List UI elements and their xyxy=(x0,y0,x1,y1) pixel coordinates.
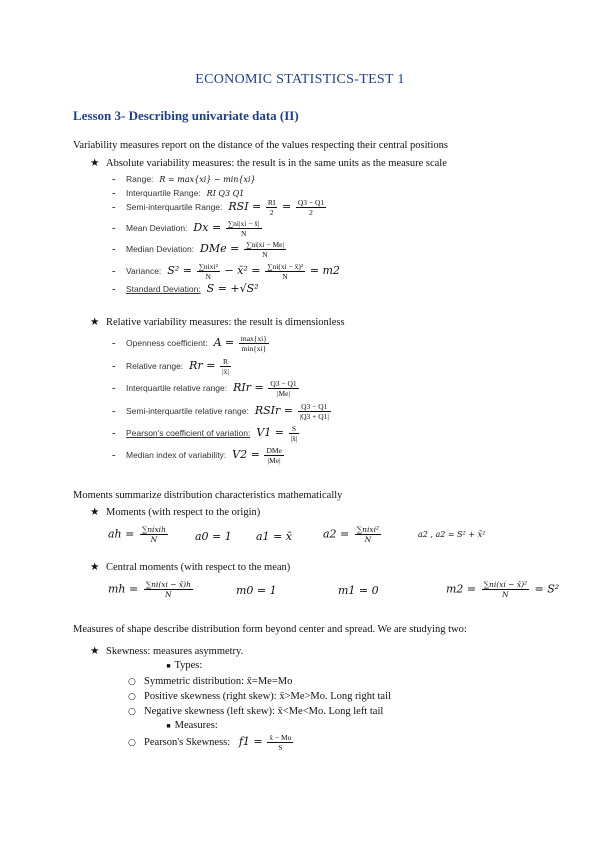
relative-heading: ★ Relative variability measures: the result is dimensionless xyxy=(90,317,345,328)
relative-item-median-index: - Median index of variability: V2 = $\frac{\text{DMe}}{|Me|}$ xyxy=(112,446,282,465)
circle-bullet-icon: ○ xyxy=(128,737,136,748)
star-bullet-icon: ★ xyxy=(90,507,100,518)
shape-intro: Measures of shape describe distribution form beyond center and spread. We are studying two: xyxy=(73,624,467,635)
type-item: ○ Positive skewness (right skew): x̄>Me>Mo. Long right tail xyxy=(128,691,391,702)
moment-m1: m1 = 0 xyxy=(338,584,379,597)
circle-bullet-icon: ○ xyxy=(128,692,136,702)
absolute-item-std-dev: - Standard Deviation: S = +√S² xyxy=(112,282,259,295)
absolute-item-iqr: - Interquartile Range: RI Q3 Q1 xyxy=(112,188,245,199)
relative-item-range: - Relative range: Rr = $\frac{R}{|x̄|}$ xyxy=(112,357,229,376)
circle-bullet-icon: ○ xyxy=(128,677,136,687)
moment-a1: a1 = x̄ xyxy=(256,530,292,543)
absolute-item-semi-iqr: - Semi-interquartile Range: RSI = $\frac{RI}{2}$ = $\frac{Q3 - Q1}{2}$ xyxy=(112,198,325,217)
moment-mh: mh = $\frac{\sum ni(xi - x̄)h}{N}$ xyxy=(108,580,191,599)
star-bullet-icon: ★ xyxy=(90,158,100,169)
types-heading: ■ Types: xyxy=(166,660,203,671)
pearson-skewness: ○ Pearson's Skewness: f1 = $\frac{x̄ - Mo}{S}$ xyxy=(128,733,292,752)
central-heading: ★ Central moments (with respect to the mean) xyxy=(90,562,291,573)
relative-item-iqr: - Interquartile relative range: RIr = $\frac{Q3 - Q1}{|Me|}$ xyxy=(112,379,297,398)
square-bullet-icon: ■ xyxy=(166,722,171,730)
moment-a2: a2 = $\frac{\text{∑nixi²}}{N}$ xyxy=(323,525,379,544)
moment-ah: ah = $\frac{\text{∑nixih}}{N}$ xyxy=(108,525,166,544)
star-bullet-icon: ★ xyxy=(90,646,100,657)
lesson-heading: Lesson 3- Describing univariate data (II) xyxy=(73,108,299,123)
moment-m0: m0 = 1 xyxy=(236,584,277,597)
type-item: ○ Negative skewness (left skew): x̄<Me<Mo. Long left tail xyxy=(128,706,384,717)
circle-bullet-icon: ○ xyxy=(128,707,136,717)
absolute-item-median-dev: - Median Deviation: DMe = $\frac{\sum ni|xi - Me|}{N}$ xyxy=(112,240,284,259)
absolute-heading: ★ Absolute variability measures: the result is in the same units as the measure scale xyxy=(90,158,447,169)
measures-heading: ■ Measures: xyxy=(166,720,218,731)
star-bullet-icon: ★ xyxy=(90,317,100,328)
absolute-item-mean-dev: - Mean Deviation: Dx = $\frac{\sum ni|xi - x̄|}{N}$ xyxy=(112,219,260,238)
origin-heading: ★ Moments (with respect to the origin) xyxy=(90,507,261,518)
page-title: ECONOMIC STATISTICS-TEST 1 xyxy=(195,72,405,87)
square-bullet-icon: ■ xyxy=(166,662,171,670)
absolute-item-range: - Range: R = max{xi} − min{xi} xyxy=(112,174,256,185)
star-bullet-icon: ★ xyxy=(90,562,100,573)
relative-item-semi-iqr: - Semi-interquartile relative range: RSIr = $\frac{Q3 - Q1}{|Q3 + Q1|}$ xyxy=(112,402,329,421)
variability-intro: Variability measures report on the distance of the values respecting their central positions xyxy=(73,140,448,151)
moment-m2: m2 = $\frac{\text{∑ni(xi − x̄)²}}{N}$ = S² xyxy=(446,580,560,599)
moments-intro: Moments summarize distribution characteristics mathematically xyxy=(73,490,343,501)
relative-item-openness: - Openness coefficient: A = $\frac{\max\{xi\}}{\min\{xi\}}$ xyxy=(112,334,267,353)
skewness-heading: ★ Skewness: measures asymmetry. xyxy=(90,646,244,657)
type-item: ○ Symmetric distribution: x̄=Me=Mo xyxy=(128,676,293,687)
absolute-item-variance: - Variance: S² = $\frac{\text{∑nixi²}}{N}$ − x̄² = $\frac{\text{∑ni(xi − x̄)²}}{N}$ = m2 xyxy=(112,262,340,281)
moment-a2-relation: a2 , a2 = S² + x̄² xyxy=(418,530,486,539)
moment-a0: a0 = 1 xyxy=(195,530,232,543)
relative-item-pearson-cv: - Pearson's coefficient of variation: V1 = $\frac{S}{|x̄|}$ xyxy=(112,424,298,443)
